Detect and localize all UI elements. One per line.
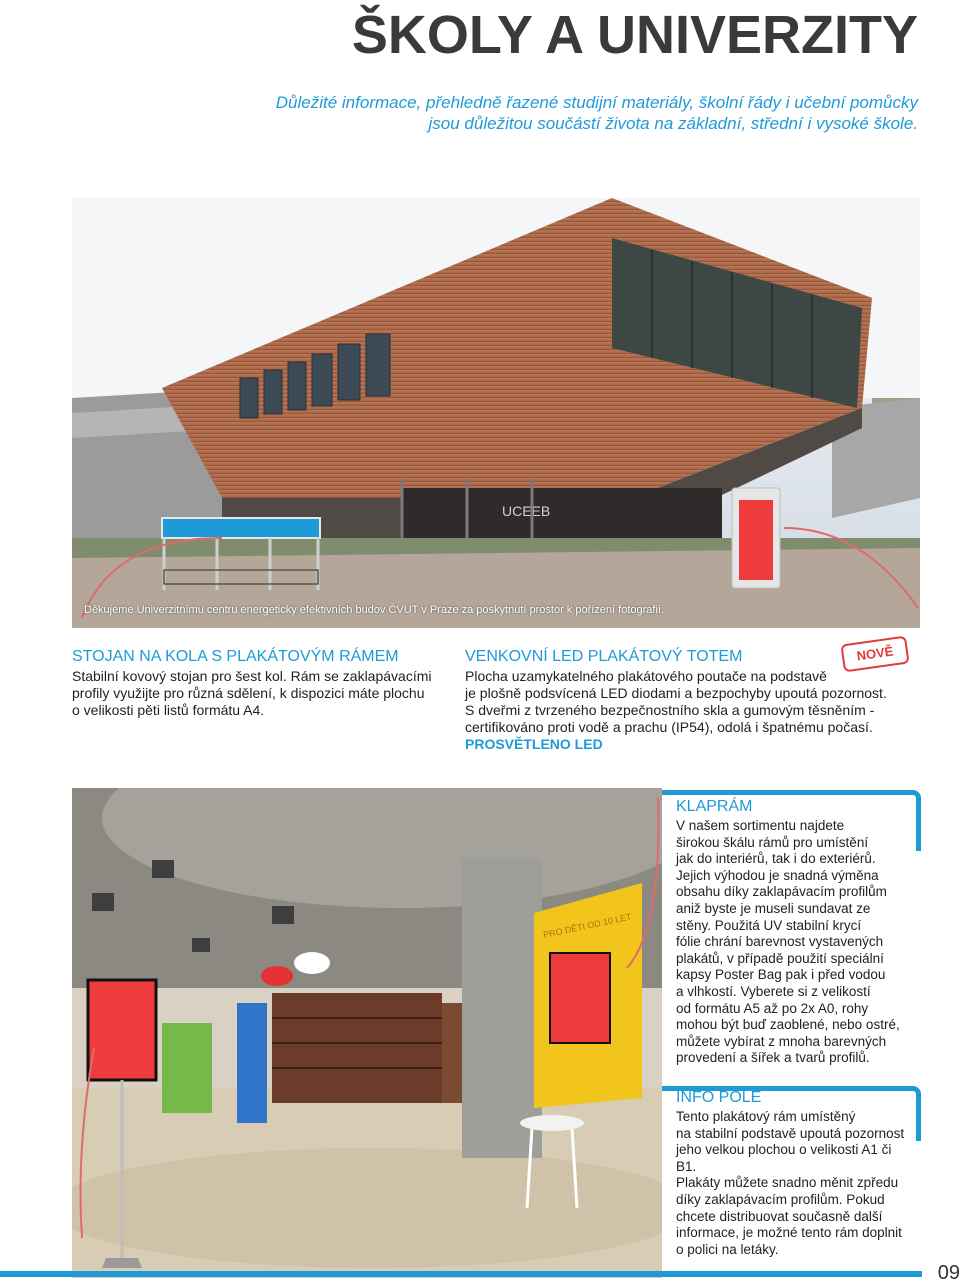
intro-line-2: jsou důležitou součástí života na základní, střední i vysoké škole. <box>428 114 918 133</box>
klapram-line: aniž byste je museli sundavat ze <box>676 900 871 916</box>
klapram-text <box>676 818 908 1067</box>
klapram-line: provedení a šířek a tvarů profilů. <box>676 1050 870 1066</box>
klapram-line: Jejich výhodou je snadná výměna <box>676 867 879 883</box>
venkovni-line: Plocha uzamykatelného plakátového poutače na podstavě <box>465 668 827 684</box>
building-sign: UCEEB <box>502 503 551 519</box>
venkovni-title: VENKOVNÍ LED PLAKÁTOVÝ TOTEM <box>465 648 743 665</box>
venkovni-line: certifikováno proti vodě a prachu (IP54), odolá i špatnému počasí. <box>465 719 873 735</box>
stojan-line: Stabilní kovový stojan pro šest kol. Rám se zaklapávacími <box>72 668 432 684</box>
klapram-line: a vlhkostí. Vyberete si z velikostí <box>676 983 871 999</box>
klapram-line: V našem sortimentu najdete <box>676 818 845 833</box>
klapram-line: stěny. Použitá UV stabilní krycí <box>676 917 862 933</box>
info-pole-line: díky zaklapávacím profilům. Pokud <box>676 1191 885 1207</box>
info-pole-line: Tento plakátový rám umístěný <box>676 1109 856 1124</box>
klapram-line: jak do interiérů, tak i do exteriérů. <box>676 851 876 867</box>
venkovni-line: S dveřmi z tvrzeného bezpečnostního skla a gumovým těsněním - <box>465 702 875 718</box>
stojan-text <box>72 668 432 719</box>
klapram-line: kapsy Poster Bag pak i před vodou <box>676 967 886 983</box>
building-photo <box>72 198 920 628</box>
panel-text: PRO DĚTI OD 10 LET <box>542 911 633 940</box>
intro-text <box>218 92 918 134</box>
info-pole-line: jeho velkou plochou o velikosti A1 či B1. <box>676 1142 892 1174</box>
klapram-line: můžete vybírat z mnoha barevných <box>676 1033 887 1049</box>
info-pole-line: na stabilní podstavě upoutá pozornost <box>676 1125 905 1141</box>
stojan-line: o velikosti pěti listů formátu A4. <box>72 702 265 718</box>
photo-credit: Děkujeme Univerzitnímu centru energeticky efektivních budov ČVUT v Praze za poskytnutí prostor k pořízení fotografií. <box>84 604 665 616</box>
info-pole-line: o polici na letáky. <box>676 1241 779 1257</box>
klapram-line: fólie chrání barevnost vystavených <box>676 934 884 950</box>
info-pole-line: chcete distribuovat současně další <box>676 1208 883 1224</box>
info-pole-title: INFO POLE <box>676 1089 762 1106</box>
klapram-section <box>676 798 908 1067</box>
stojan-title: STOJAN NA KOLA S PLAKÁTOVÝM RÁMEM <box>72 648 399 665</box>
klapram-line: obsahu díky zaklapávacím profilům <box>676 884 887 900</box>
library-illustration <box>72 788 662 1278</box>
led-totem-illustration <box>732 488 780 588</box>
klapram-title: KLAPRÁM <box>676 798 753 815</box>
klapram-line: plakátů, v případě použití speciální <box>676 950 884 966</box>
page-title: ŠKOLY A UNIVERZITY <box>351 5 918 65</box>
klapram-line: od formátu A5 až po 2x A0, rohy <box>676 1000 869 1016</box>
klapram-line: mohou být buď zaoblené, nebo ostré, <box>676 1017 900 1033</box>
venkovni-line: je plošně podsvícená LED diodami a bezpochyby upoutá pozornost. <box>465 685 887 701</box>
stojan-line: profily využijte pro různá sdělení, k dispozici máte plochu <box>72 685 425 701</box>
info-pole-line: informace, je možné tento rám doplnit <box>676 1225 902 1241</box>
new-badge: NOVĚ <box>840 636 909 673</box>
klapram-line: širokou škálu rámů pro umístění <box>676 834 869 850</box>
prosvetleno-led-label: PROSVĚTLENO LED <box>465 736 603 752</box>
intro-line-1: Důležité informace, přehledně řazené studijní materiály, školní řády i učební pomůcky <box>275 93 918 112</box>
stojan-section <box>72 648 432 719</box>
venkovni-text <box>465 668 915 736</box>
info-pole-text <box>676 1109 908 1258</box>
library-photo <box>72 788 662 1278</box>
building-illustration <box>72 198 920 628</box>
info-pole-section <box>676 1089 908 1258</box>
info-pole-line: Plakáty můžete snadno měnit zpředu <box>676 1175 899 1191</box>
page-number: 09 <box>922 1262 960 1284</box>
footer-rule <box>0 1271 960 1277</box>
